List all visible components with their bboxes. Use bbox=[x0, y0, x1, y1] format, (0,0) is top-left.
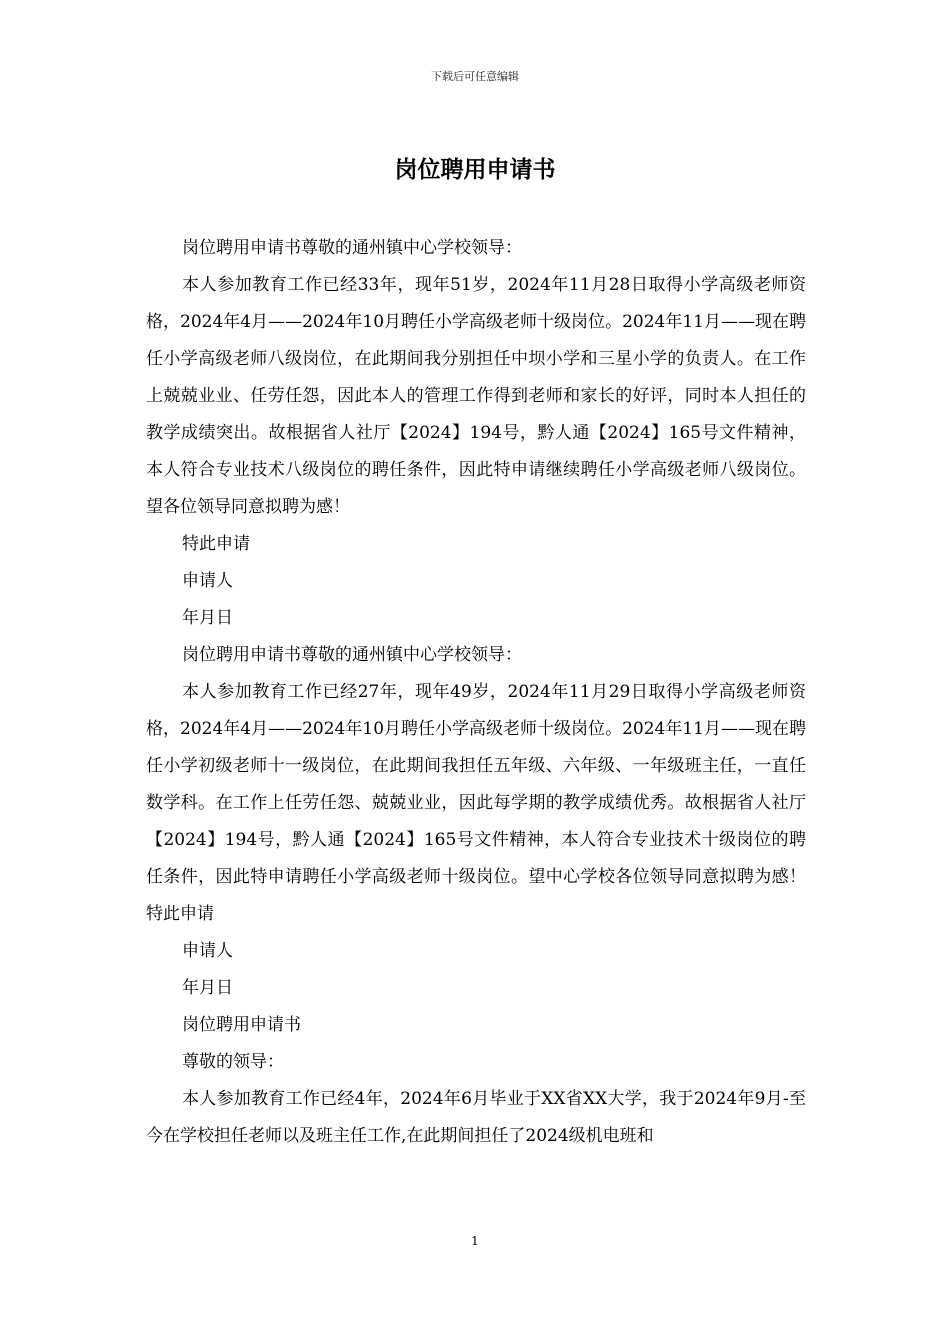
paragraph-11: 尊敬的领导： bbox=[182, 1052, 284, 1072]
page-number: 1 bbox=[471, 1234, 479, 1248]
paragraph-7: 本人参加教育工作已经27年，现年49岁，2024年11月29日取得小学高级老师资格，2024年4月——2024年10月聘任小学高级老师十级岗位。2024年11月——现在聘任小学初级老师十一级岗位，在此期间我担任五年级、六年级、一年级班主任，一直任数学科。在工作上任劳任怨、兢兢业业，因此每学期的教学成绩优秀。故根据省人社厅【2024】194号，黔人通【2024】165号文件精神，本人符合专业技术十级岗位的聘任条件，因此特申请聘任小学高级老师十级岗位。望中心学校各位领导同意拟聘为感！特此申请 bbox=[146, 682, 806, 924]
paragraph-10: 岗位聘用申请书 bbox=[182, 1015, 301, 1035]
header-note: 下载后可任意编辑 bbox=[431, 70, 519, 83]
paragraph-2: 本人参加教育工作已经33年，现年51岁，2024年11月28日取得小学高级老师资格，2024年4月——2024年10月聘任小学高级老师十级岗位。2024年11月——现在聘任小学高级老师八级岗位，在此期间我分别担任中坝小学和三星小学的负责人。在工作上兢兢业业、任劳任怨，因此本人的管理工作得到老师和家长的好评，同时本人担任的教学成绩突出。故根据省人社厅【2024】194号，黔人通【2024】165号文件精神，本人符合专业技术八级岗位的聘任条件，因此特申请继续聘任小学高级老师八级岗位。望各位领导同意拟聘为感！ bbox=[146, 275, 806, 517]
paragraph-8: 申请人 bbox=[182, 941, 233, 961]
document-title: 岗位聘用申请书 bbox=[394, 157, 556, 183]
paragraph-3: 特此申请 bbox=[182, 534, 250, 554]
paragraph-6: 岗位聘用申请书尊敬的通州镇中心学校领导： bbox=[182, 645, 522, 665]
paragraph-4: 申请人 bbox=[182, 571, 233, 591]
paragraph-1: 岗位聘用申请书尊敬的通州镇中心学校领导： bbox=[182, 238, 522, 258]
paragraph-9: 年月日 bbox=[182, 978, 233, 998]
paragraph-12: 本人参加教育工作已经4年，2024年6月毕业于XX省XX大学，我于2024年9月-至今在学校担任老师以及班主任工作,在此期间担任了2024级机电班和 bbox=[146, 1089, 806, 1146]
paragraph-5: 年月日 bbox=[182, 608, 233, 628]
document-body bbox=[146, 230, 806, 1155]
